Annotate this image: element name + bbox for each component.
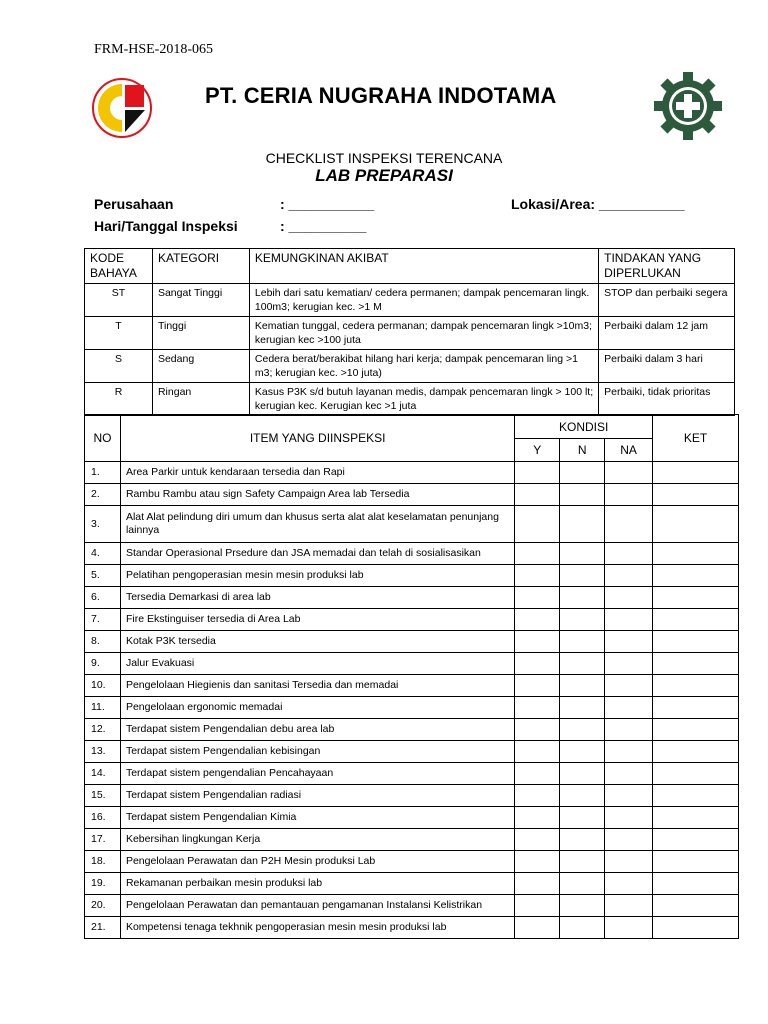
item-description: Pengelolaan Hiegienis dan sanitasi Tersedia dan memadai (120, 675, 514, 697)
item-number: 9. (85, 653, 121, 675)
table-row (85, 675, 739, 697)
inspection-checklist-table (84, 414, 739, 939)
kondisi-y-cell[interactable] (515, 895, 560, 917)
item-description: Rekamanan perbaikan mesin produksi lab (120, 873, 514, 895)
kondisi-y-cell[interactable] (515, 609, 560, 631)
kondisi-n-cell[interactable] (560, 785, 605, 807)
risk-action: STOP dan perbaiki segera (599, 284, 735, 317)
kondisi-y-cell[interactable] (515, 917, 560, 939)
kondisi-y-cell[interactable] (515, 785, 560, 807)
kondisi-na-cell[interactable] (605, 587, 653, 609)
item-description: Terdapat sistem pengendalian Pencahayaan (120, 763, 514, 785)
table-row (85, 543, 739, 565)
header-n: N (560, 439, 605, 462)
kondisi-na-cell[interactable] (605, 719, 653, 741)
risk-code: S (85, 350, 153, 383)
company-name: PT. CERIA NUGRAHA INDOTAMA (205, 83, 557, 108)
risk-row (85, 317, 735, 350)
table-row (85, 631, 739, 653)
header-tindakan: TINDAKAN YANG DIPERLUKAN (599, 249, 735, 284)
item-description: Tersedia Demarkasi di area lab (120, 587, 514, 609)
kondisi-n-cell[interactable] (560, 851, 605, 873)
item-number: 4. (85, 543, 121, 565)
kondisi-na-cell[interactable] (605, 785, 653, 807)
ket-cell[interactable] (653, 895, 739, 917)
kondisi-n-cell[interactable] (560, 741, 605, 763)
kondisi-na-cell[interactable] (605, 763, 653, 785)
item-number: 15. (85, 785, 121, 807)
header-y: Y (515, 439, 560, 462)
ket-cell[interactable] (653, 807, 739, 829)
kondisi-na-cell[interactable] (605, 462, 653, 484)
kondisi-na-cell[interactable] (605, 873, 653, 895)
item-number: 2. (85, 484, 121, 506)
header-kondisi: KONDISI (515, 415, 653, 439)
risk-code: ST (85, 284, 153, 317)
kondisi-y-cell[interactable] (515, 763, 560, 785)
risk-action: Perbaiki dalam 3 hari (599, 350, 735, 383)
kondisi-y-cell[interactable] (515, 675, 560, 697)
kondisi-na-cell[interactable] (605, 741, 653, 763)
ket-cell[interactable] (653, 631, 739, 653)
table-row (85, 873, 739, 895)
kondisi-na-cell[interactable] (605, 631, 653, 653)
kondisi-na-cell[interactable] (605, 565, 653, 587)
ket-cell[interactable] (653, 506, 739, 543)
kondisi-n-cell[interactable] (560, 506, 605, 543)
item-number: 16. (85, 807, 121, 829)
table-row (85, 565, 739, 587)
item-description: Pengelolaan ergonomic memadai (120, 697, 514, 719)
kondisi-na-cell[interactable] (605, 543, 653, 565)
kondisi-na-cell[interactable] (605, 851, 653, 873)
table-row (85, 719, 739, 741)
kondisi-n-cell[interactable] (560, 829, 605, 851)
kondisi-y-cell[interactable] (515, 484, 560, 506)
item-description: Standar Operasional Prsedure dan JSA memadai dan telah di sosialisasikan (120, 543, 514, 565)
ket-cell[interactable] (653, 697, 739, 719)
table-row (85, 785, 739, 807)
kondisi-n-cell[interactable] (560, 895, 605, 917)
kondisi-na-cell[interactable] (605, 829, 653, 851)
kondisi-y-cell[interactable] (515, 462, 560, 484)
item-number: 12. (85, 719, 121, 741)
kondisi-n-cell[interactable] (560, 462, 605, 484)
kondisi-y-cell[interactable] (515, 851, 560, 873)
ket-cell[interactable] (653, 653, 739, 675)
item-description: Area Parkir untuk kendaraan tersedia dan Rapi (120, 462, 514, 484)
perusahaan-label: Perusahaan (94, 196, 174, 212)
kondisi-n-cell[interactable] (560, 763, 605, 785)
tanggal-field[interactable]: : __________ (280, 218, 367, 234)
risk-consequence: Kematian tunggal, cedera permanan; dampak pencemaran lingk >10m3; kerugian kec >100 juta (249, 317, 598, 350)
item-description: Pengelolaan Perawatan dan P2H Mesin produksi Lab (120, 851, 514, 873)
header-ket: KET (653, 415, 739, 462)
ket-cell[interactable] (653, 851, 739, 873)
kondisi-y-cell[interactable] (515, 565, 560, 587)
table-row (85, 462, 739, 484)
kondisi-y-cell[interactable] (515, 829, 560, 851)
kondisi-na-cell[interactable] (605, 807, 653, 829)
kondisi-y-cell[interactable] (515, 631, 560, 653)
item-number: 1. (85, 462, 121, 484)
ket-cell[interactable] (653, 873, 739, 895)
ket-cell[interactable] (653, 609, 739, 631)
kondisi-y-cell[interactable] (515, 807, 560, 829)
doc-subtitle: LAB PREPARASI (315, 166, 453, 185)
ket-cell[interactable] (653, 543, 739, 565)
ket-cell[interactable] (653, 741, 739, 763)
kondisi-y-cell[interactable] (515, 506, 560, 543)
table-row (85, 697, 739, 719)
item-description: Rambu Rambu atau sign Safety Campaign Area lab Tersedia (120, 484, 514, 506)
kondisi-n-cell[interactable] (560, 609, 605, 631)
item-number: 14. (85, 763, 121, 785)
table-row (85, 763, 739, 785)
item-number: 6. (85, 587, 121, 609)
risk-category: Sangat Tinggi (152, 284, 249, 317)
kondisi-n-cell[interactable] (560, 697, 605, 719)
company-logo-icon (90, 76, 154, 140)
ket-cell[interactable] (653, 763, 739, 785)
kondisi-y-cell[interactable] (515, 697, 560, 719)
ket-cell[interactable] (653, 675, 739, 697)
risk-code: R (85, 383, 153, 416)
risk-category: Tinggi (152, 317, 249, 350)
table-row (85, 807, 739, 829)
kondisi-n-cell[interactable] (560, 631, 605, 653)
kondisi-na-cell[interactable] (605, 895, 653, 917)
header-no: NO (85, 415, 121, 462)
kondisi-na-cell[interactable] (605, 697, 653, 719)
risk-row (85, 350, 735, 383)
kondisi-n-cell[interactable] (560, 565, 605, 587)
safety-gear-cross-icon (652, 70, 724, 142)
item-description: Jalur Evakuasi (120, 653, 514, 675)
risk-consequence: Kasus P3K s/d butuh layanan medis, dampak pencemaran lingk > 100 lt; kerugian kec. Kerugian kec >1 juta (249, 383, 598, 416)
item-number: 11. (85, 697, 121, 719)
item-number: 21. (85, 917, 121, 939)
kondisi-n-cell[interactable] (560, 917, 605, 939)
doc-title: CHECKLIST INSPEKSI TERENCANA (265, 150, 503, 166)
risk-consequence: Lebih dari satu kematian/ cedera permanen; dampak pencemaran lingk. 100m3; kerugian kec. >1 M (249, 284, 598, 317)
table-row (85, 741, 739, 763)
risk-category: Sedang (152, 350, 249, 383)
item-description: Terdapat sistem Pengendalian radiasi (120, 785, 514, 807)
ket-cell[interactable] (653, 785, 739, 807)
item-number: 8. (85, 631, 121, 653)
item-description: Terdapat sistem Pengendalian debu area lab (120, 719, 514, 741)
header-item: ITEM YANG DIINSPEKSI (120, 415, 514, 462)
risk-action: Perbaiki dalam 12 jam (599, 317, 735, 350)
table-row (85, 609, 739, 631)
ket-cell[interactable] (653, 462, 739, 484)
risk-action: Perbaiki, tidak prioritas (599, 383, 735, 416)
kondisi-n-cell[interactable] (560, 653, 605, 675)
kondisi-y-cell[interactable] (515, 587, 560, 609)
item-description: Fire Ekstinguiser tersedia di Area Lab (120, 609, 514, 631)
table-row (85, 653, 739, 675)
kondisi-n-cell[interactable] (560, 543, 605, 565)
risk-code: T (85, 317, 153, 350)
table-row (85, 917, 739, 939)
kondisi-na-cell[interactable] (605, 506, 653, 543)
item-description: Terdapat sistem Pengendalian kebisingan (120, 741, 514, 763)
item-description: Alat Alat pelindung diri umum dan khusus serta alat alat keselamatan penunjang lainnya (120, 506, 514, 543)
item-number: 7. (85, 609, 121, 631)
risk-consequence: Cedera berat/berakibat hilang hari kerja; dampak pencemaran ling >1 m3; kerugian kec. >10 juta) (249, 350, 598, 383)
item-description: Kompetensi tenaga tekhnik pengoperasian mesin mesin produksi lab (120, 917, 514, 939)
item-number: 19. (85, 873, 121, 895)
risk-row (85, 284, 735, 317)
item-description: Pengelolaan Perawatan dan pemantauan pengamanan Instalansi Kelistrikan (120, 895, 514, 917)
header-kode-bahaya: KODE BAHAYA (85, 249, 153, 284)
item-description: Terdapat sistem Pengendalian Kimia (120, 807, 514, 829)
ket-cell[interactable] (653, 565, 739, 587)
perusahaan-field[interactable]: : ___________ (280, 196, 375, 212)
risk-category: Ringan (152, 383, 249, 416)
item-description: Kebersihan lingkungan Kerja (120, 829, 514, 851)
risk-row (85, 383, 735, 416)
kondisi-na-cell[interactable] (605, 917, 653, 939)
kondisi-na-cell[interactable] (605, 653, 653, 675)
checklist-header-row (85, 415, 739, 439)
table-row (85, 587, 739, 609)
table-row (85, 851, 739, 873)
lokasi-field[interactable]: Lokasi/Area: ___________ (511, 196, 685, 212)
ket-cell[interactable] (653, 829, 739, 851)
table-row (85, 484, 739, 506)
kondisi-y-cell[interactable] (515, 543, 560, 565)
kondisi-n-cell[interactable] (560, 873, 605, 895)
kondisi-y-cell[interactable] (515, 719, 560, 741)
risk-header-row (85, 249, 735, 284)
ket-cell[interactable] (653, 484, 739, 506)
kondisi-y-cell[interactable] (515, 653, 560, 675)
item-number: 5. (85, 565, 121, 587)
header-kategori: KATEGORI (152, 249, 249, 284)
risk-category-table (84, 248, 735, 416)
kondisi-n-cell[interactable] (560, 807, 605, 829)
form-code: FRM-HSE-2018-065 (94, 42, 214, 57)
item-number: 13. (85, 741, 121, 763)
tanggal-label: Hari/Tanggal Inspeksi (94, 218, 238, 234)
item-description: Pelatihan pengoperasian mesin mesin produksi lab (120, 565, 514, 587)
kondisi-na-cell[interactable] (605, 609, 653, 631)
ket-cell[interactable] (653, 917, 739, 939)
kondisi-n-cell[interactable] (560, 719, 605, 741)
kondisi-n-cell[interactable] (560, 587, 605, 609)
header-na: NA (605, 439, 653, 462)
table-row (85, 895, 739, 917)
kondisi-na-cell[interactable] (605, 675, 653, 697)
item-number: 3. (85, 506, 121, 543)
table-row (85, 506, 739, 543)
ket-cell[interactable] (653, 587, 739, 609)
item-number: 10. (85, 675, 121, 697)
header-kemungkinan-akibat: KEMUNGKINAN AKIBAT (249, 249, 598, 284)
item-number: 18. (85, 851, 121, 873)
table-row (85, 829, 739, 851)
kondisi-n-cell[interactable] (560, 484, 605, 506)
kondisi-na-cell[interactable] (605, 484, 653, 506)
item-number: 20. (85, 895, 121, 917)
kondisi-n-cell[interactable] (560, 675, 605, 697)
item-description: Kotak P3K tersedia (120, 631, 514, 653)
kondisi-y-cell[interactable] (515, 873, 560, 895)
item-number: 17. (85, 829, 121, 851)
ket-cell[interactable] (653, 719, 739, 741)
kondisi-y-cell[interactable] (515, 741, 560, 763)
